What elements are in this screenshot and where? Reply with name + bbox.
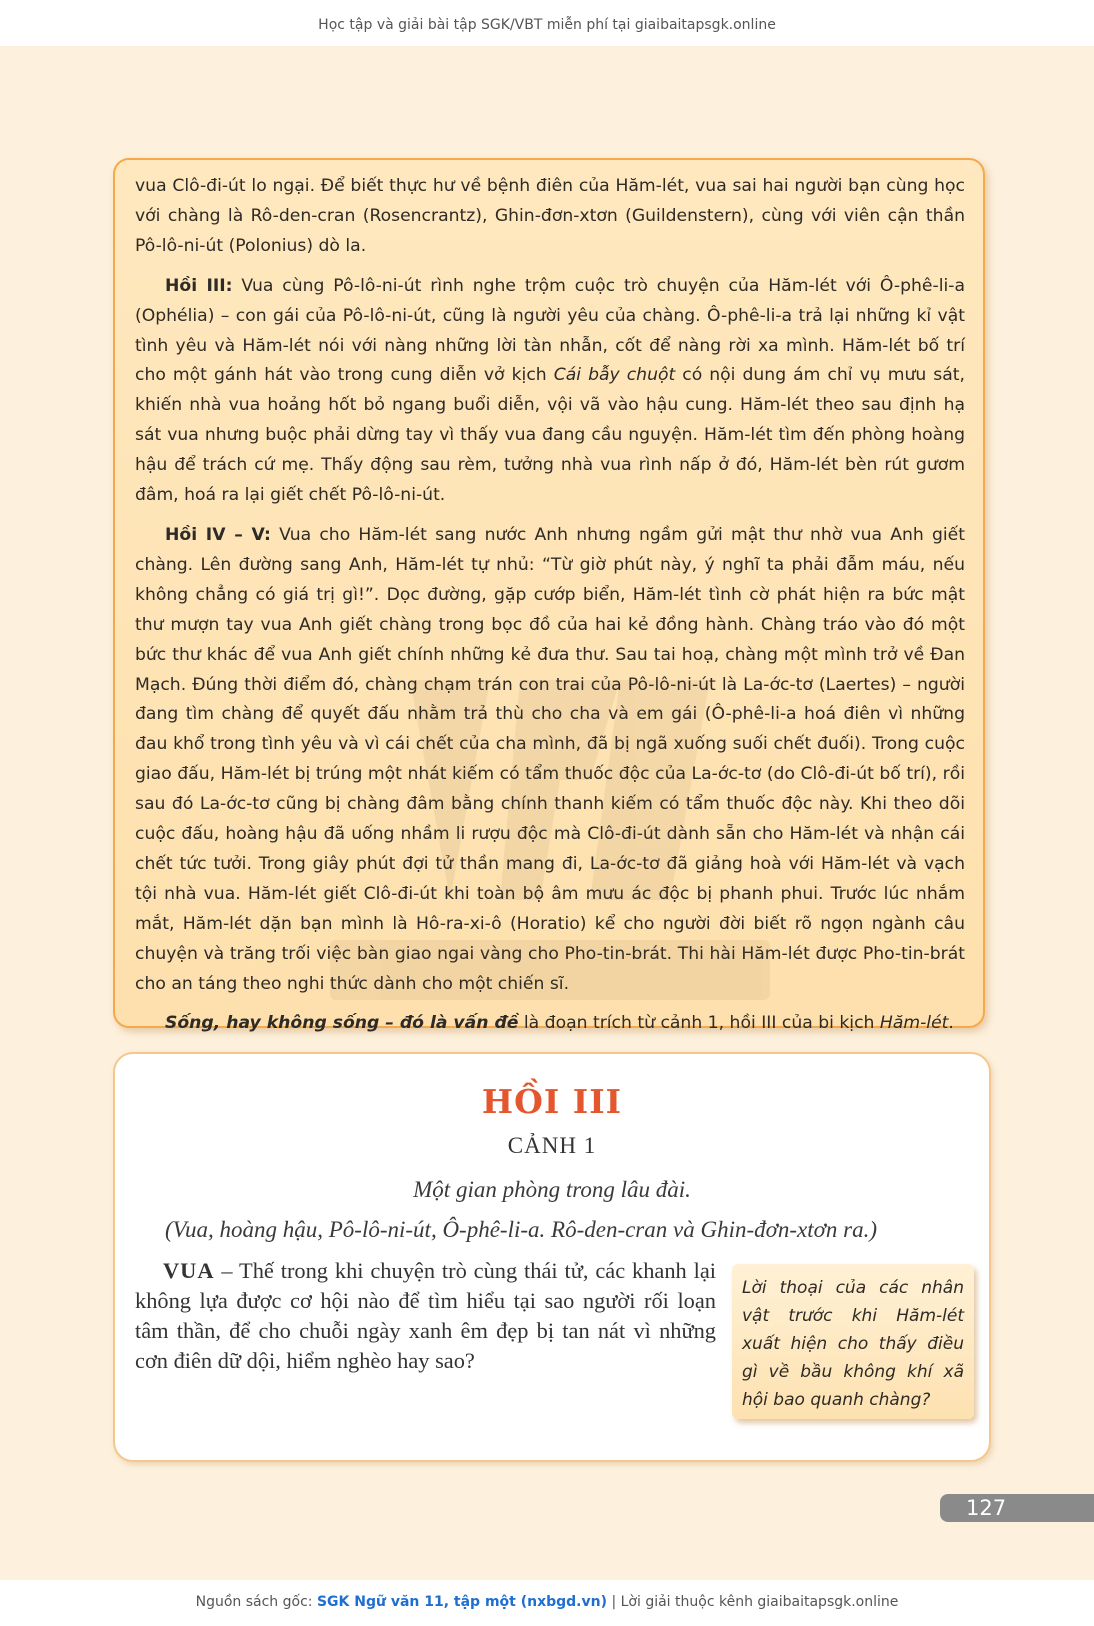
footer-book-link[interactable]: SGK Ngữ văn 11, tập một (nxbgd.vn)	[316, 1594, 607, 1610]
footer-prefix: Nguồn sách gốc:	[195, 1594, 317, 1610]
scene-title: CẢNH 1	[507, 1133, 597, 1158]
summary-act3	[135, 272, 965, 511]
act-title: HỒI III	[481, 1082, 623, 1121]
play-excerpt-box	[113, 1052, 991, 1462]
act3-text-b: có nội dung ám chỉ vụ mưu sát, khiến nhà vua hoảng hốt bỏ ngang buổi diễn, vội vã vào hậu cung. Hăm-lét theo sau định hạ sát vua nhưng buộc phải dừng tay vì thấy vua đang cầu nguyện. Hăm-lét tìm đến phòng hoàng hậu để trách cứ mẹ. Thấy động sau rèm, tưởng nhà vua rình nấp ở đó, Hăm-lét bèn rút gươm đâm, hoá ra lại giết chết Pô-lô-ni-út.	[135, 365, 965, 506]
speaker-name: VUA	[163, 1258, 215, 1283]
excerpt-middle: là đoạn trích từ cảnh 1, hồi III của bi kịch	[518, 1013, 880, 1034]
site-header-text: Học tập và giải bài tập SGK/VBT miễn phí tại giaibaitapsgk.online	[318, 17, 776, 33]
act3-text-a: Vua cùng Pô-lô-ni-út rình nghe trộm cuộc trò chuyện của Hăm-lét với Ô-phê-li-a (Ophélia) – con gái của Pô-lô-ni-út, cũng là người yêu của chàng. Ô-phê-li-a trả lại những kỉ vật tình yêu và Hăm-lét nói với nàng những lời tàn nhẫn, cốt để nàng rời xa mình. Hăm-lét bố trí cho một gánh hát vào trong cung diễn vở kịch	[135, 275, 965, 386]
act45-label: Hồi IV – V:	[165, 524, 271, 545]
reading-question-box	[732, 1264, 974, 1419]
king-dialogue	[135, 1256, 716, 1376]
scene-setting: Một gian phòng trong lâu đài.	[413, 1177, 691, 1202]
act3-label: Hồi III:	[165, 275, 233, 296]
site-header	[0, 0, 1094, 46]
reading-question: Lời thoại của các nhân vật trước khi Hăm-lét xuất hiện cho thấy điều gì về bầu không khí xã hội bao quanh chàng?	[742, 1278, 964, 1410]
summary-intro: vua Clô-đi-út lo ngại. Để biết thực hư về bệnh điên của Hăm-lét, vua sai hai người bạn cùng học với chàng là Rô-den-cran (Rosencrantz), Ghin-đơn-xtơn (Guildenstern), cùng với viên cận thần Pô-lô-ni-út (Polonius) dò la.	[135, 176, 965, 256]
footer-separator: |	[607, 1594, 621, 1610]
plot-summary-box	[113, 158, 985, 1034]
excerpt-source-line	[135, 1009, 965, 1039]
excerpt-title: Sống, hay không sống – đó là vấn đề	[165, 1013, 519, 1034]
summary-act45	[135, 521, 965, 1000]
excerpt-end: .	[948, 1013, 954, 1034]
excerpt-play: Hăm-lét	[879, 1013, 949, 1034]
footer-suffix: Lời giải thuộc kênh giaibaitapsgk.online	[620, 1594, 899, 1610]
stage-direction: (Vua, hoàng hậu, Pô-lô-ni-út, Ô-phê-li-a. Rô-den-cran và Ghin-đơn-xtơn ra.)	[165, 1217, 878, 1242]
page-number: 127	[940, 1494, 1094, 1522]
act3-play-title: Cái bẫy chuột	[553, 365, 676, 386]
site-footer	[0, 1580, 1094, 1626]
act45-text: Vua cho Hăm-lét sang nước Anh nhưng ngầm gửi mật thư nhờ vua Anh giết chàng. Lên đường sang Anh, Hăm-lét tự nhủ: “Từ giờ phút này, ý nghĩ ta phải đẫm máu, nếu không chẳng có giá trị gì!”. Dọc đường, gặp cướp biển, Hăm-lét tình cờ phát hiện ra bức mật thư mượn tay vua Anh giết chàng trong bọc đồ của hai kẻ đồng hành. Chàng tráo vào đó một bức thư khác để vua Anh giết chính những kẻ đưa thư. Sau tai hoạ, chàng một mình trở về Đan Mạch. Đúng thời điểm đó, chàng chạm trán con trai của Pô-lô-ni-út là La-ớc-tơ (Laertes) – người đang tìm chàng để quyết đấu nhằm trả thù cho cha và em gái (Ô-phê-li-a hoá điên vì những đau khổ trong tình yêu và vì cái chết của cha mình, đã bị ngã xuống suối chết đuối). Trong cuộc giao đấu, Hăm-lét bị trúng một nhát kiếm có tẩm thuốc độc của La-ớc-tơ (do Clô-đi-út bố trí), rồi sau đó La-ớc-tơ cũng bị chàng đâm bằng chính thanh kiếm có tẩm thuốc độc này. Khi theo dõi cuộc đấu, hoàng hậu đã uống nhầm li rượu độc mà Clô-đi-út dành sẵn cho Hăm-lét và nhận cái chết tức tưởi. Trong giây phút đợi tử thần mang đi, La-ớc-tơ đã giảng hoà với Hăm-lét và vạch tội nhà vua. Hăm-lét giết Clô-đi-út khi toàn bộ âm mưu ác độc bị phanh phui. Trước lúc nhắm mắt, Hăm-lét dặn bạn mình là Hô-ra-xi-ô (Horatio) kể cho người đời biết rõ ngọn ngành câu chuyện và trăng trối việc bàn giao ngai vàng cho Pho-tin-brát. Thi hài Hăm-lét được Pho-tin-brát cho an táng theo nghi thức dành cho một chiến sĩ.	[135, 524, 965, 994]
dialogue-line: – Thế trong khi chuyện trò cùng thái tử, các khanh lại không lựa được cơ hội nào để tìm hiểu tại sao người rối loạn tâm thần, để cho chuỗi ngày xanh êm đẹp bị tan nát vì những cơn điên dữ dội, hiểm nghèo hay sao?	[135, 1258, 716, 1373]
